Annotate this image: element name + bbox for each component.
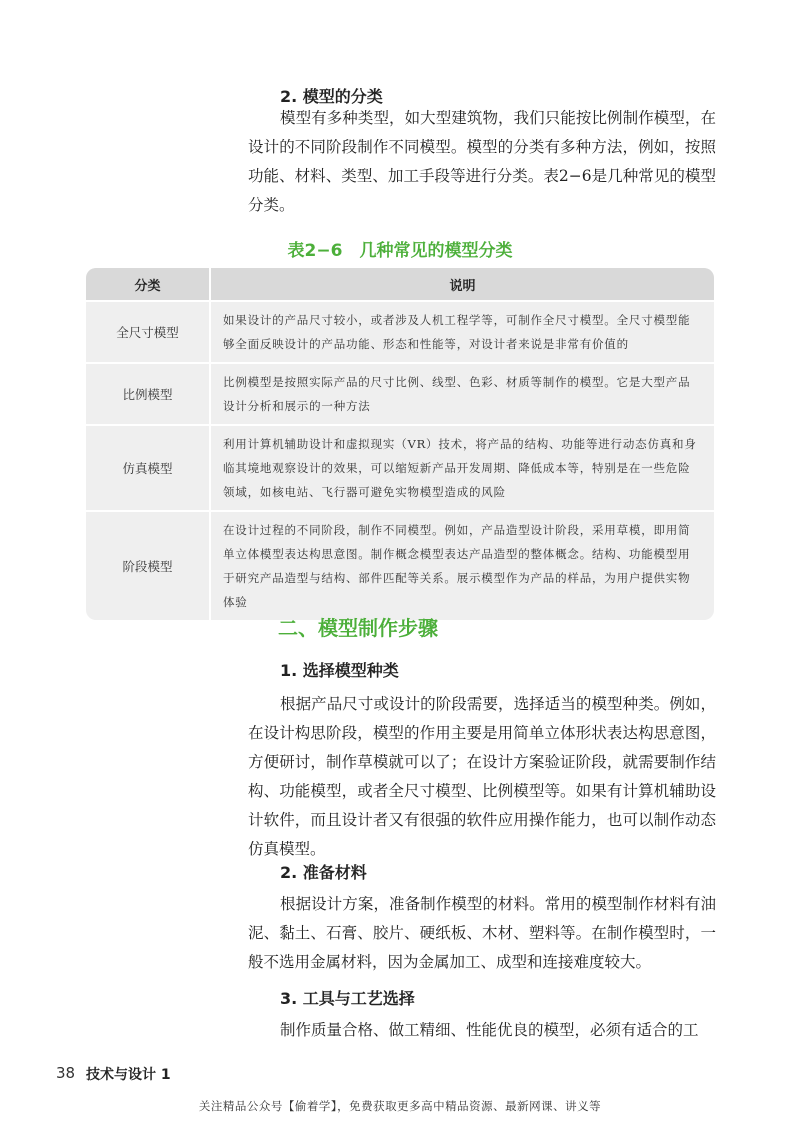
table-caption: 表2−6 几种常见的模型分类 xyxy=(287,241,513,261)
step1-paragraph: 根据产品尺寸或设计的阶段需要，选择适当的模型种类。例如，在设计构思阶段，模型的作用主要是用简单立体形状表达构思意图，方便研讨，制作草模就可以了；在设计方案验证阶段，就需要制作结构、功能模型，或者全尺寸模型、比例模型等。如果有计算机辅助设计软件，而且设计者又有很强的软件应用操作能力，也可以制作动态仿真模型。 xyxy=(248,695,716,858)
table-cell-description: 如果设计的产品尺寸较小，或者涉及人机工程学等，可制作全尺寸模型。全尺寸模型能够全面反映设计的产品功能、形态和性能等，对设计者来说是非常有价值的 xyxy=(210,301,714,363)
table-cell-category: 阶段模型 xyxy=(86,511,210,620)
step1-heading: 1. 选择模型种类 xyxy=(280,661,399,680)
step2-paragraph: 根据设计方案，准备制作模型的材料。常用的模型制作材料有油泥、黏土、石膏、胶片、硬纸板、木材、塑料等。在制作模型时，一般不选用金属材料，因为金属加工、成型和连接难度较大。 xyxy=(248,895,716,971)
table-row xyxy=(86,301,714,363)
table-header-row xyxy=(86,268,714,301)
section-heading-steps: 二、模型制作步骤 xyxy=(278,616,438,640)
table-cell-description: 比例模型是按照实际产品的尺寸比例、线型、色彩、材质等制作的模型。它是大型产品设计分析和展示的一种方法 xyxy=(210,363,714,425)
step3-paragraph: 制作质量合格、做工精细、性能优良的模型，必须有适合的工 xyxy=(280,1021,699,1039)
table-cell-category: 比例模型 xyxy=(86,363,210,425)
table-header-description: 说明 xyxy=(210,268,714,301)
watermark-text: 关注精品公众号【偷着学】，免费获取更多高中精品资源、最新网课、讲义等 xyxy=(198,1099,602,1113)
classification-paragraph: 模型有多种类型，如大型建筑物，我们只能按比例制作模型，在设计的不同阶段制作不同模型。模型的分类有多种方法，例如，按照功能、材料、类型、加工手段等进行分类。表2−6是几种常见的模型分类。 xyxy=(248,109,716,214)
book-title: 技术与设计 1 xyxy=(86,1067,171,1083)
table-cell-description: 在设计过程的不同阶段，制作不同模型。例如，产品造型设计阶段，采用草模，即用简单立体模型表达构思意图。制作概念模型表达产品造型的整体概念。结构、功能模型用于研究产品造型与结构、部件匹配等关系。展示模型作为产品的样品，为用户提供实物体验 xyxy=(210,511,714,620)
table-cell-description: 利用计算机辅助设计和虚拟现实（VR）技术，将产品的结构、功能等进行动态仿真和身临其境地观察设计的效果，可以缩短新产品开发周期、降低成本等，特别是在一些危险领域，如核电站、飞行器可避免实物模型造成的风险 xyxy=(210,425,714,511)
table-row xyxy=(86,363,714,425)
table-header-category: 分类 xyxy=(86,268,210,301)
step2-heading: 2. 准备材料 xyxy=(280,863,367,882)
step3-heading: 3. 工具与工艺选择 xyxy=(280,989,415,1008)
page-number: 38 xyxy=(56,1064,76,1082)
table-row xyxy=(86,511,714,620)
table-cell-category: 全尺寸模型 xyxy=(86,301,210,363)
model-classification-table xyxy=(86,268,714,620)
table-row xyxy=(86,425,714,511)
table-cell-category: 仿真模型 xyxy=(86,425,210,511)
subsection-heading-classification: 2. 模型的分类 xyxy=(280,87,383,106)
